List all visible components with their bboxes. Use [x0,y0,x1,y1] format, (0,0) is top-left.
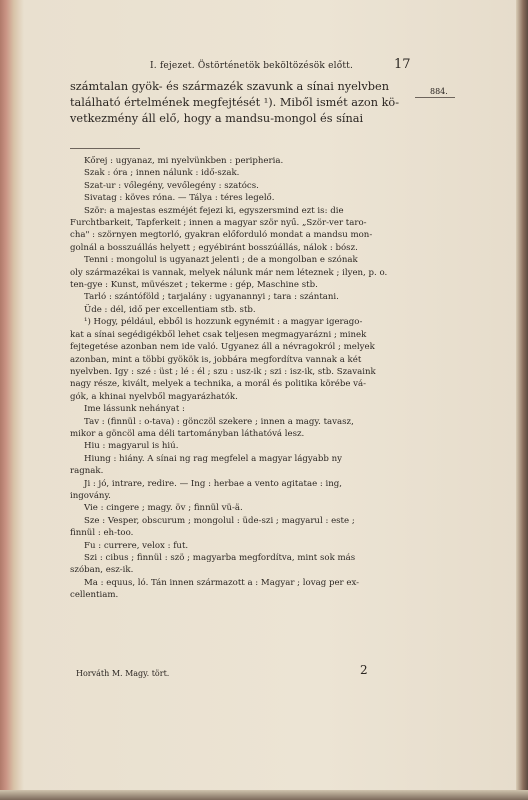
footnote-line: nagy része, kivált, melyek a technika, a morál és politika körébe vá- [70,379,367,390]
footnotes [70,155,426,602]
signature-line: Horváth M. Magy. tört. [76,669,170,678]
footnote-line: Tarló : szántóföld ; tarjalány : ugyanannyi ; tara : szántani. [84,292,339,303]
main-text-line: található értelmének megfejtését ¹). Miből ismét azon kö- [70,96,400,109]
footnote-line: Hiung : hiány. A sínai ng rag megfelel a magyar lágyabb ny [84,453,342,464]
footnote-line: ¹) Hogy, például, ebből is hozzunk egynémit : a magyar igerago- [84,317,363,328]
footnote-line: azonban, mint a többi gyökök is, jobbára megfordítva vannak a két [70,354,362,365]
footnote-line: Hiu : magyarul is hiú. [84,441,179,452]
footnote-line: Furchtbarkeit, Tapferkeit ; innen a magyar ször nyű. „Ször-ver taro- [70,218,367,229]
footnote-line: Fu : currere, velox : fut. [84,540,189,551]
main-text-line: számtalan gyök- és származék szavunk a sínai nyelvben [70,80,389,93]
footnote-line: Ma : equus, ló. Tán innen származott a : Magyar ; lovag per ex- [84,577,360,588]
footnote-line: szóban, esz-ik. [70,565,134,576]
margin-note: 884. [430,87,448,96]
footnote-line: ingovány. [70,490,111,501]
footnote-line: nyelvben. Igy : szé : üst ; lé : él ; szu : usz-ik ; szi : isz-ik, stb. Szavaink [70,366,376,377]
footnote-line: Szak : óra ; innen nálunk : idő-szak. [84,168,240,179]
footnote-line: Sze : Vesper, obscurum ; mongolul : üde-szi ; magyarul : este ; [84,515,355,526]
footnote-line: Tav : (finnül : o-tava) : gönczöl szekere ; innen a magy. tavasz, [84,416,354,427]
page-edge-right [516,0,528,800]
footnote-line: Ime lássunk nehányat : [84,404,185,415]
footnote-line: Vie : cingere ; magy. öv ; finnül vü-ä. [84,503,243,514]
footnote-line: Kőrej : ugyanaz, mi nyelvünkben : peripheria. [84,156,284,166]
footnote-line: ten-gye : Kunst, müvészet ; tekerme : gép, Maschine stb. [70,280,318,291]
footnote-line: Tenni : mongolul is ugyanazt jelenti ; de a mongolban e szónak [84,255,358,266]
main-text-line: vetkezmény áll elő, hogy a mandsu-mongol és sínai [70,112,364,125]
footnote-line: Sivatag : köves róna. — Tálya : téres legelő. [84,193,275,204]
footnote-line: golnál a bosszuállás helyett ; egyébiránt bosszúállás, nálok : bósz. [70,242,358,253]
footnote-line: Szi : cibus ; finnül : szö ; magyarba megfordítva, mint sok más [84,553,356,563]
signature-number: 2 [360,663,368,677]
footnote-line: cha" : szörnyen megtorló, gyakran előforduló mondat a mandsu mon- [70,230,373,241]
footnote-line: fejtegetése azonban nem ide való. Ugyanez áll a névragokról ; melyek [70,342,375,353]
page-number: 17 [394,57,411,72]
footnote-line: mikor a göncöl ama déli tartományban láthatóvá lesz. [70,428,305,439]
footnote-line: finnül : eh-too. [70,528,134,539]
footnote-line: Szat-ur : vőlegény, vevőlegény : szatócs. [84,180,259,191]
footnote-line: gók, a khinai nyelvből magyarázhatók. [70,391,238,402]
running-head: I. fejezet. Östörténetök beköltözésök előtt. [150,61,354,71]
footnote-line: Ször: a majestas eszméjét fejezi ki, egyszersmind ezt is: die [84,205,344,216]
footnote-line: Ji : jó, intrare, redire. — Ing : herbae a vento agitatae : ing, [84,478,343,489]
page-edge-bottom [0,790,528,800]
book-page [60,55,500,755]
footnote-line: Üde : dél, idő per excellentiam stb. stb. [84,304,256,315]
footnote-line: oly származékai is vannak, melyek nálunk már nem léteznek ; ilyen, p. o. [70,267,388,278]
footnote-line: kat a sínai segédigékből lehet csak teljesen megmagyarázni ; minek [70,329,367,340]
footnote-line: cellentiam. [70,590,119,601]
main-text [70,79,425,127]
footnote-line: ragnak. [70,466,104,477]
footnote-separator [70,148,140,149]
